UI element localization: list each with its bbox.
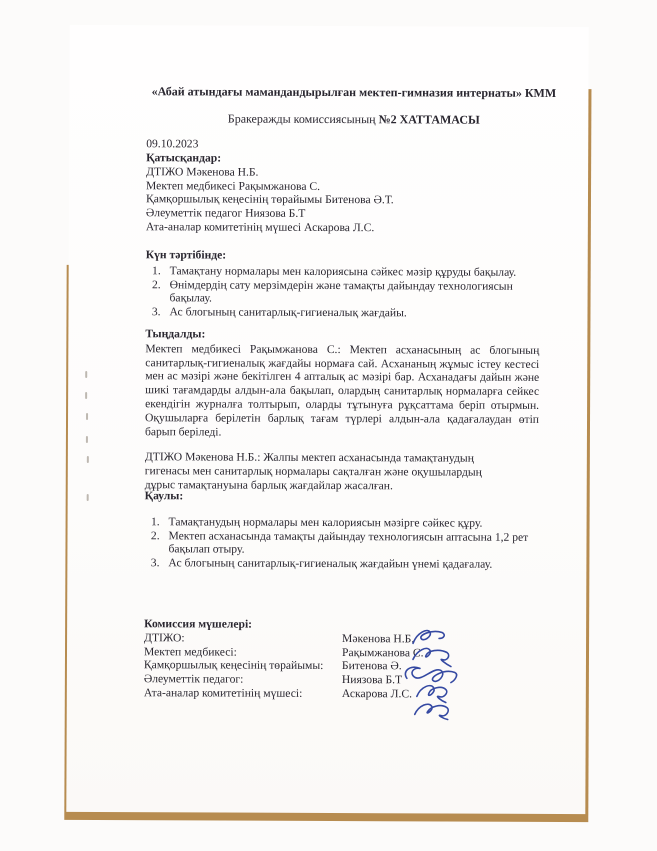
document-date: 09.10.2023 bbox=[146, 137, 199, 151]
agenda-section bbox=[145, 248, 547, 321]
resolution-list bbox=[144, 515, 546, 572]
commission-role: Мектеп медбикесі: bbox=[143, 644, 237, 659]
signature-makenova bbox=[413, 630, 444, 643]
agenda-heading: Күн тәртібінде: bbox=[145, 248, 227, 262]
heard-paragraph-nurse: Мектеп медбикесі Рақымжанова С.: Мектеп асханасының ас блогының санитарлық-гигиеналық жағдайы нормаға сай. Асхананың жұмыс істеу кестесі мен ас мәзірі және бекітілген 4 апталық ас мәзірі бар. Асханадағы дайын және шикі тағамдарды алдын-ала бақылап, олардың санитарлық нормаларға сейкес екендігін журналға толтырып, оларды тұтынуға рұқсаттама беріп отырмын. Оқушыларға берілетін барлық тағам түрлері алдын-ала қадағалаудан өтіп барып беріледі. bbox=[144, 341, 540, 439]
participant-line: ДТІЖО Мәкенова Н.Б. bbox=[146, 164, 259, 179]
signature-bitenova bbox=[405, 667, 456, 682]
punch-mark bbox=[86, 413, 88, 420]
signature-rakymzhanova bbox=[413, 648, 451, 666]
commission-role: Ата-аналар комитетінің мүшесі: bbox=[143, 686, 303, 700]
organization-name: «Абай атындағы мамандандырылған мектеп-гимназия интернаты» КММ bbox=[151, 84, 557, 100]
agenda-item: 3. Ас блогының санитарлық-гигиеналық жағдайы. bbox=[163, 305, 547, 320]
agenda-item: 2. Өнімдердің сату мерзімдерін және тамақты дайындау технологиясын бақылау. bbox=[164, 278, 548, 307]
signatures-ink bbox=[401, 626, 497, 722]
resolution-item: 1. Тамақтанудың нормалары мен калориясын мәзірге сәйкес құру. bbox=[163, 515, 547, 530]
participant-line: Мектеп медбикесі Рақымжанова С. bbox=[146, 178, 321, 193]
punch-mark bbox=[87, 494, 89, 501]
document-title-number: №2 ХАТТАМАСЫ bbox=[378, 112, 480, 127]
signature-askarova bbox=[415, 704, 449, 719]
participant-line: Ата-аналар комитетінің мүшесі Аскарова Л.С. bbox=[145, 220, 375, 235]
punch-mark bbox=[87, 456, 89, 463]
participant-line: Әлеуметтік педагог Ниязова Б.Т bbox=[145, 206, 306, 221]
commission-role: Әлеуметтік педагог: bbox=[143, 672, 244, 686]
resolution-section bbox=[144, 489, 546, 572]
participants-section bbox=[146, 151, 546, 236]
punch-mark bbox=[85, 392, 87, 399]
commission-heading: Комиссия мүшелері: bbox=[144, 617, 253, 631]
punch-mark bbox=[86, 436, 88, 443]
participant-line: Қамқоршылық кеңесінің төрайымы Битенова Ә.Т. bbox=[145, 192, 394, 207]
heard-heading: Тыңдалды: bbox=[145, 327, 206, 341]
agenda-list bbox=[145, 264, 547, 321]
commission-name: Битенова Ә. bbox=[341, 659, 402, 673]
commission-name: Мәкенова Н.Б. bbox=[342, 631, 415, 646]
resolution-item: 2. Мектеп асханасында тамақты дайындау технологиясын аптасына 1,2 рет бақылап отыру. bbox=[162, 529, 546, 558]
punch-mark bbox=[85, 371, 87, 378]
heard-paragraph-deputy: ДТІЖО Мәкенова Н.Б.: Жалпы мектеп асханасында тамақтанудың гигенасы мен санитарлық нормалары сақталған және оқушылардың дұрыс тамақтануына барлық жағдайлар жасалған. bbox=[144, 450, 482, 493]
participants-heading: Қатысқандар: bbox=[146, 151, 222, 165]
agenda-item: 1. Тамақтану нормалары мен калориясына сәйкес мәзір құруды бақылау. bbox=[164, 264, 548, 279]
commission-role: Қамқоршылық кеңесінің төрайымы: bbox=[143, 658, 324, 673]
commission-name: Аскарова Л.С. bbox=[341, 687, 413, 701]
resolution-heading: Қаулы: bbox=[144, 489, 184, 503]
heard-section bbox=[145, 327, 540, 493]
commission-name: Рақымжанова С. bbox=[341, 645, 424, 660]
document-title bbox=[146, 112, 561, 128]
signature-niyazova bbox=[417, 686, 447, 703]
commission-name: Ниязова Б.Т bbox=[341, 673, 403, 687]
resolution-item: 3. Ас блогының санитарлық-гигиеналық жағдайын үнемі қадағалау. bbox=[162, 556, 546, 571]
document-title-prefix: Бракеражды комиссиясының bbox=[227, 111, 379, 127]
commission-role: ДТІЖО: bbox=[144, 630, 185, 645]
